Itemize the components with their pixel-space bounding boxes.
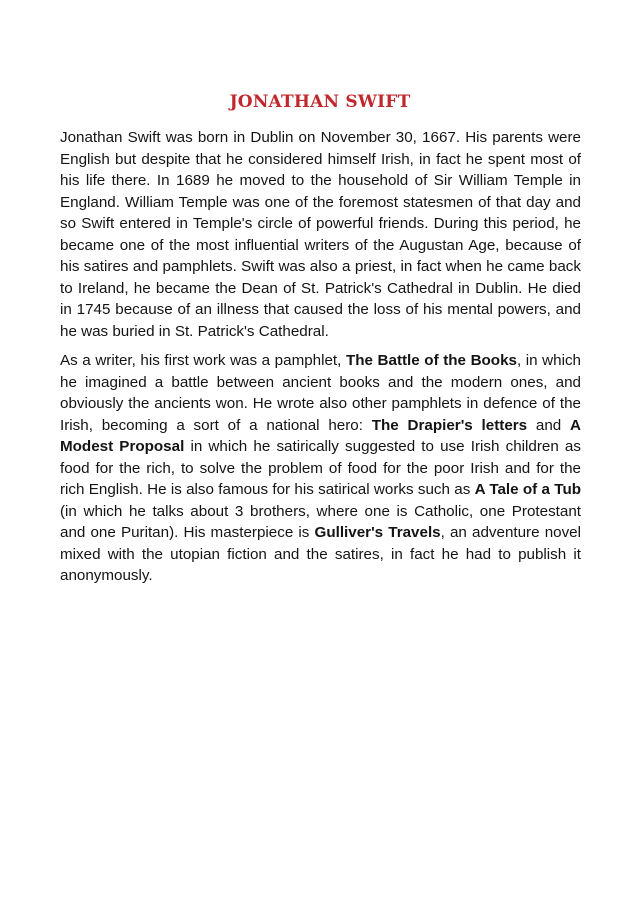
text-segment: , in which he imagined a battle between ancient books and the modern ones, and obviously the ancients won. He wrote also other pamphlets in defence of the Irish, becoming a sort of a national hero:	[60, 352, 582, 434]
work-title-battle-of-the-books: The Battle of the Books	[345, 352, 517, 369]
paragraph-works	[60, 350, 581, 587]
text-segment: in which he satirically suggested to use Irish children as food for the rich, to solve the problem of food for the poor Irish and for the rich English. He is also famous for his satirical works such as	[60, 438, 581, 498]
work-title-modest-proposal: A Modest Proposal	[60, 416, 582, 455]
work-title-drapiers-letters: The Drapier's letters	[371, 416, 528, 434]
text-segment: (in which he talks about 3 brothers, where one is Catholic, one Protestant and one Puritan). His masterpiece is	[60, 502, 581, 541]
paragraph-biography: Jonathan Swift was born in Dublin on November 30, 1667. His parents were English but despite that he considered himself Irish, in fact he spent most of his life there. In 1689 he moved to the household of Sir William Temple in England. William Temple was one of the foremost statesmen of that day and so Swift entered in Temple's circle of powerful friends. During this period, he became one of the most influential writers of the Augustan Age, because of his satires and pamphlets. Swift was also a priest, in fact when he came back to Ireland, he became the Dean of St. Patrick's Cathedral in Dublin. He died in 1745 because of an illness that caused the loss of his mental powers, and he was buried in St. Patrick's Cathedral.	[60, 129, 581, 340]
text-segment: As a writer, his first work was a pamphlet,	[60, 352, 346, 369]
text-segment: , an adventure novel mixed with the utopian fiction and the satires, in fact he had to publish it anonymously.	[60, 524, 581, 584]
work-title-gullivers-travels: Gulliver's Travels	[314, 524, 441, 541]
page-title: JONATHAN SWIFT	[229, 92, 411, 112]
work-title-tale-of-a-tub: A Tale of a Tub	[474, 481, 581, 498]
text-segment: and	[527, 416, 571, 434]
